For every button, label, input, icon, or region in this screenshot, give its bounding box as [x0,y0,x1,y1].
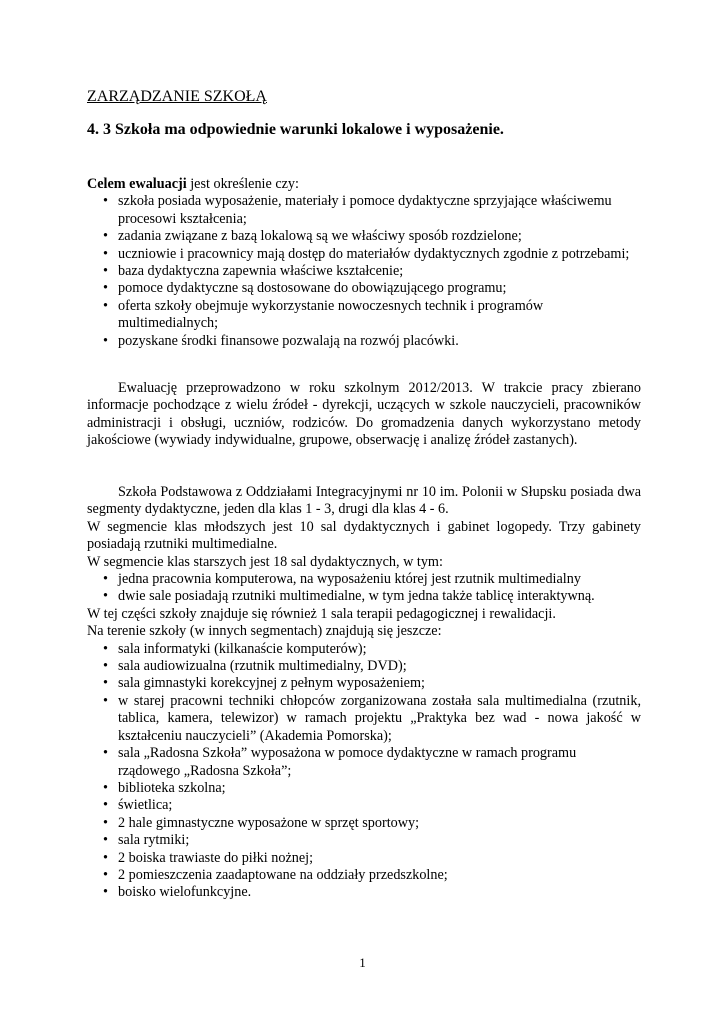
bullet-icon: • [103,884,108,901]
intro-rest: jest określenie czy: [186,176,299,192]
therapy-room-paragraph: W tej części szkoły znajduje się również 1 sala terapii pedagogicznej i rewalidacji. [87,605,556,622]
bullet-icon: • [103,280,108,297]
evaluation-paragraph: Ewaluację przeprowadzono w roku szkolnym 2012/2013. W trakcie pracy zbierano informacje pochodzące z wielu źródeł - dyrekcji, uczących w szkole nauczycieli, pracowników administracji i obsługi, uczniów, rodziców. Do gromadzenia danych wykorzystano metody jakościowe (wywiady indywidualne, grupowe, obserwację i analizę źródeł zastanych). [87,380,641,449]
bullet-icon: • [103,797,108,814]
list-item: • zadania związane z bazą lokalową są we właściwy sposób rozdzielone; [103,228,522,245]
bullet-icon: • [103,814,108,831]
list-item: • boisko wielofunkcyjne. [103,884,252,901]
older-segment-list [87,571,641,606]
list-item: • jedna pracownia komputerowa, na wyposażeniu której jest rzutnik multimedialny [103,571,581,588]
bullet-icon: • [103,745,108,762]
bullet-icon: • [103,588,108,605]
list-item: • pomoce dydaktyczne są dostosowane do obowiązującego programu; [103,280,507,297]
bullet-icon: • [103,297,108,314]
bullet-icon: • [103,849,108,866]
bullet-icon: • [103,779,108,796]
bullet-icon: • [103,640,108,657]
list-item: • świetlica; [103,797,173,814]
bullet-icon: • [103,263,108,280]
evaluation-paragraph-section [87,380,641,450]
list-item: • sala rytmiki; [103,832,190,849]
bullet-icon: • [103,193,108,210]
bullet-icon: • [103,245,108,262]
intro-bold: Celem ewaluacji [87,176,187,192]
bullet-icon: • [103,692,108,709]
younger-segment-paragraph: W segmencie klas młodszych jest 10 sal dydaktycznych i gabinet logopedy. Trzy gabinety posiadają rzutniki multimedialne. [87,518,641,553]
list-item: • sala „Radosna Szkoła” wyposażona w pomoce dydaktyczne w ramach programu rządowego „Radosna Szkoła”; [103,745,577,779]
page-title: 4. 3 Szkoła ma odpowiednie warunki lokalowe i wyposażenie. [87,121,504,138]
goals-list [87,193,641,350]
list-item: • w starej pracowni techniki chłopców zorganizowana została sala multimedialna (rzutnik, tablica, kamera, telewizor) w ramach projektu „Praktyka bez wad - nowa jakość w kształceniu nauczycieli” (Akademia Pomorska); [103,692,641,744]
list-item: • 2 hale gimnastyczne wyposażone w sprzęt sportowy; [103,814,420,831]
page-number: 1 [359,955,366,970]
evaluation-goals-section [87,176,641,350]
bullet-icon: • [103,866,108,883]
section-header: ZARZĄDZANIE SZKOŁĄ [87,88,267,105]
older-segment-paragraph: W segmencie klas starszych jest 18 sal dydaktycznych, w tym: [87,553,443,570]
bullet-icon: • [103,658,108,675]
list-item: • dwie sale posiadają rzutniki multimedialne, w tym jedna także tablicę interaktywną. [103,588,595,605]
intro-line [87,176,641,193]
list-item: • oferta szkoły obejmuje wykorzystanie nowoczesnych technik i programów multimedialnych; [103,297,544,332]
list-item: • sala informatyki (kilkanaście komputerów); [103,640,367,657]
bullet-icon: • [103,571,108,588]
list-item: • biblioteka szkolna; [103,779,226,796]
list-item: • pozyskane środki finansowe pozwalają na rozwój placówki. [103,332,459,349]
other-segments-list [87,641,641,902]
bullet-icon: • [103,332,108,349]
list-item: • uczniowie i pracownicy mają dostęp do materiałów dydaktycznych zgodnie z potrzebami; [103,245,630,262]
bullet-icon: • [103,832,108,849]
bullet-icon: • [103,228,108,245]
list-item: • 2 boiska trawiaste do piłki nożnej; [103,849,314,866]
school-paragraph: Szkoła Podstawowa z Oddziałami Integracyjnymi nr 10 im. Polonii w Słupsku posiada dwa segmenty dydaktyczne, jeden dla klas 1 - 3, drugi dla klas 4 - 6. [87,484,641,518]
bullet-icon: • [103,675,108,692]
list-item: • baza dydaktyczna zapewnia właściwe kształcenie; [103,263,404,280]
list-item: • sala audiowizualna (rzutnik multimedialny, DVD); [103,658,407,675]
school-description-section [87,484,641,902]
list-item: • szkoła posiada wyposażenie, materiały i pomoce dydaktyczne sprzyjające właściwemu procesowi kształcenia; [103,193,612,227]
list-item: • sala gimnastyki korekcyjnej z pełnym wyposażeniem; [103,675,425,692]
other-segments-paragraph: Na terenie szkoły (w innych segmentach) znajdują się jeszcze: [87,623,442,640]
list-item: • 2 pomieszczenia zaadaptowane na oddziały przedszkolne; [103,866,448,883]
